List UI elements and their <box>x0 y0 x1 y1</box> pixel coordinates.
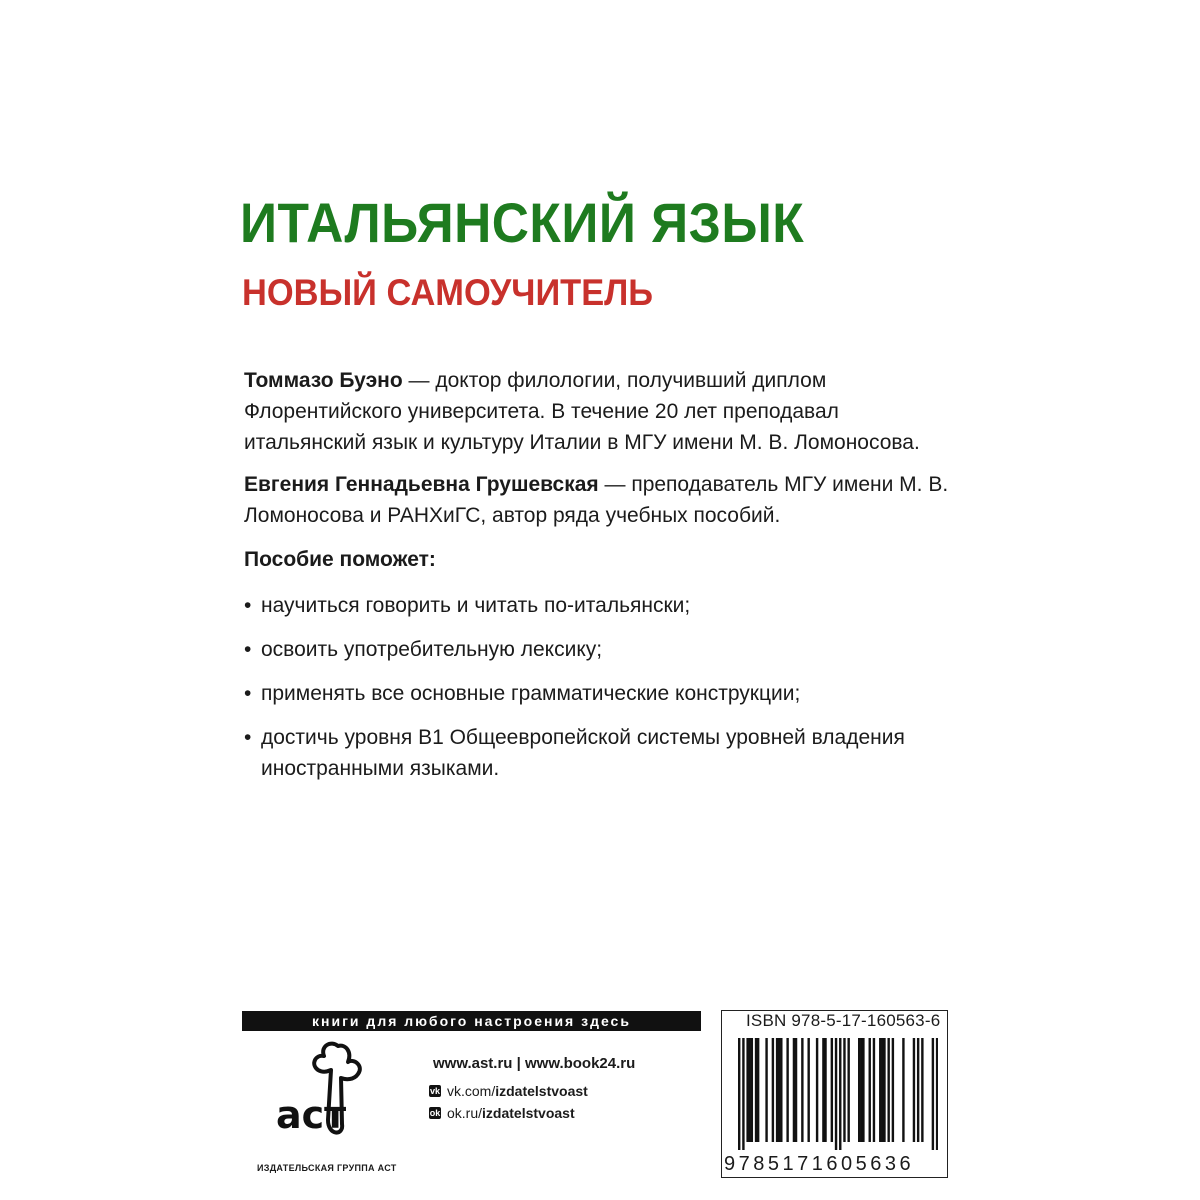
vk-icon: vk <box>429 1086 440 1096</box>
barcode-bar <box>822 1038 824 1142</box>
barcode-bar <box>751 1038 753 1142</box>
bullet-icon: • <box>244 726 252 749</box>
slogan-bar: книги для любого настроения здесь <box>242 1011 701 1031</box>
isbn-number: ISBN 978-5-17-160563-6 <box>746 1011 941 1030</box>
barcode-bar <box>755 1038 757 1142</box>
barcode-bar <box>917 1038 919 1142</box>
author1-name: Томмазо Буэно <box>244 369 403 392</box>
author2-bio: преподаватель МГУ имени М. В. Ломоносова и РАНХиГС, автор ряда учебных пособий. <box>244 473 949 527</box>
barcode-bar <box>776 1038 778 1142</box>
barcode-bar <box>839 1038 841 1150</box>
barcode-bar <box>869 1038 871 1142</box>
barcode-bar <box>843 1038 845 1142</box>
publisher-name: ИЗДАТЕЛЬСКАЯ ГРУППА АСТ <box>257 1163 397 1173</box>
barcode-bar <box>780 1038 782 1142</box>
benefits-heading: Пособие поможет: <box>244 548 436 571</box>
barcode-bar <box>742 1038 744 1150</box>
barcode-bar <box>765 1038 767 1142</box>
barcode-bar <box>913 1038 915 1142</box>
barcode-bar <box>786 1038 788 1142</box>
list-item: • применять все основные грамматические конструкции; <box>244 678 964 709</box>
author1-paragraph <box>244 365 964 458</box>
barcode-bar <box>921 1038 923 1142</box>
list-item: • освоить употребительную лексику; <box>244 634 964 665</box>
barcode-bar <box>858 1038 860 1142</box>
author2-dash: — <box>598 473 632 496</box>
ast-logo <box>268 1040 388 1144</box>
barcode <box>738 1038 938 1150</box>
barcode-bar <box>778 1038 780 1142</box>
list-item: • научиться говорить и читать по-итальянски; <box>244 590 964 621</box>
barcode-bar <box>749 1038 751 1142</box>
author1-bio: доктор филологии, получивший диплом Флорентийского университета. В течение 20 лет преподавал итальянский язык и культуру Италии в МГУ имени М. В. Ломоносова. <box>244 369 920 454</box>
website-links[interactable]: www.ast.ru | www.book24.ru <box>433 1055 636 1072</box>
barcode-bar <box>807 1038 809 1142</box>
barcode-bar <box>757 1038 759 1142</box>
barcode-bar <box>932 1038 934 1150</box>
barcode-bar <box>879 1038 881 1142</box>
bullet-icon: • <box>244 594 252 617</box>
barcode-bar <box>772 1038 774 1142</box>
ok-icon: ok <box>429 1108 441 1118</box>
barcode-bar <box>795 1038 797 1142</box>
vk-link[interactable]: vk vk.com/izdatelstvoast <box>429 1083 588 1099</box>
barcode-bar <box>847 1038 849 1142</box>
barcode-bar <box>936 1038 938 1150</box>
author2-name: Евгения Геннадьевна Грушевская <box>244 473 599 496</box>
bullet-icon: • <box>244 638 252 661</box>
barcode-bar <box>793 1038 795 1142</box>
author1-dash: — <box>402 369 436 392</box>
ean-number: 9785171605636 <box>724 1153 915 1175</box>
barcode-bar <box>892 1038 894 1142</box>
barcode-bar <box>835 1038 837 1150</box>
barcode-bar <box>873 1038 875 1142</box>
book-title: ИТАЛЬЯНСКИЙ ЯЗЫК <box>240 191 805 254</box>
barcode-bar <box>831 1038 833 1142</box>
barcode-bar <box>881 1038 883 1142</box>
list-item: • достичь уровня B1 Общеевропейской системы уровней владения иностранными языками. <box>244 722 964 784</box>
book-subtitle: НОВЫЙ САМОУЧИТЕЛЬ <box>242 272 654 313</box>
ok-link[interactable]: ok ok.ru/izdatelstvoast <box>429 1105 575 1121</box>
barcode-bar <box>883 1038 885 1142</box>
barcode-bar <box>862 1038 864 1142</box>
benefits-list <box>244 590 964 784</box>
barcode-bar <box>887 1038 889 1142</box>
barcode-bar <box>860 1038 862 1142</box>
barcode-bar <box>801 1038 803 1142</box>
barcode-bar <box>902 1038 904 1142</box>
barcode-bar <box>738 1038 740 1150</box>
annotation-text <box>244 365 964 797</box>
barcode-bar <box>746 1038 748 1142</box>
author2-paragraph <box>244 469 964 531</box>
barcode-bar <box>824 1038 826 1142</box>
bullet-icon: • <box>244 682 252 705</box>
barcode-bar <box>816 1038 818 1142</box>
logo-text: аст <box>276 1093 347 1137</box>
